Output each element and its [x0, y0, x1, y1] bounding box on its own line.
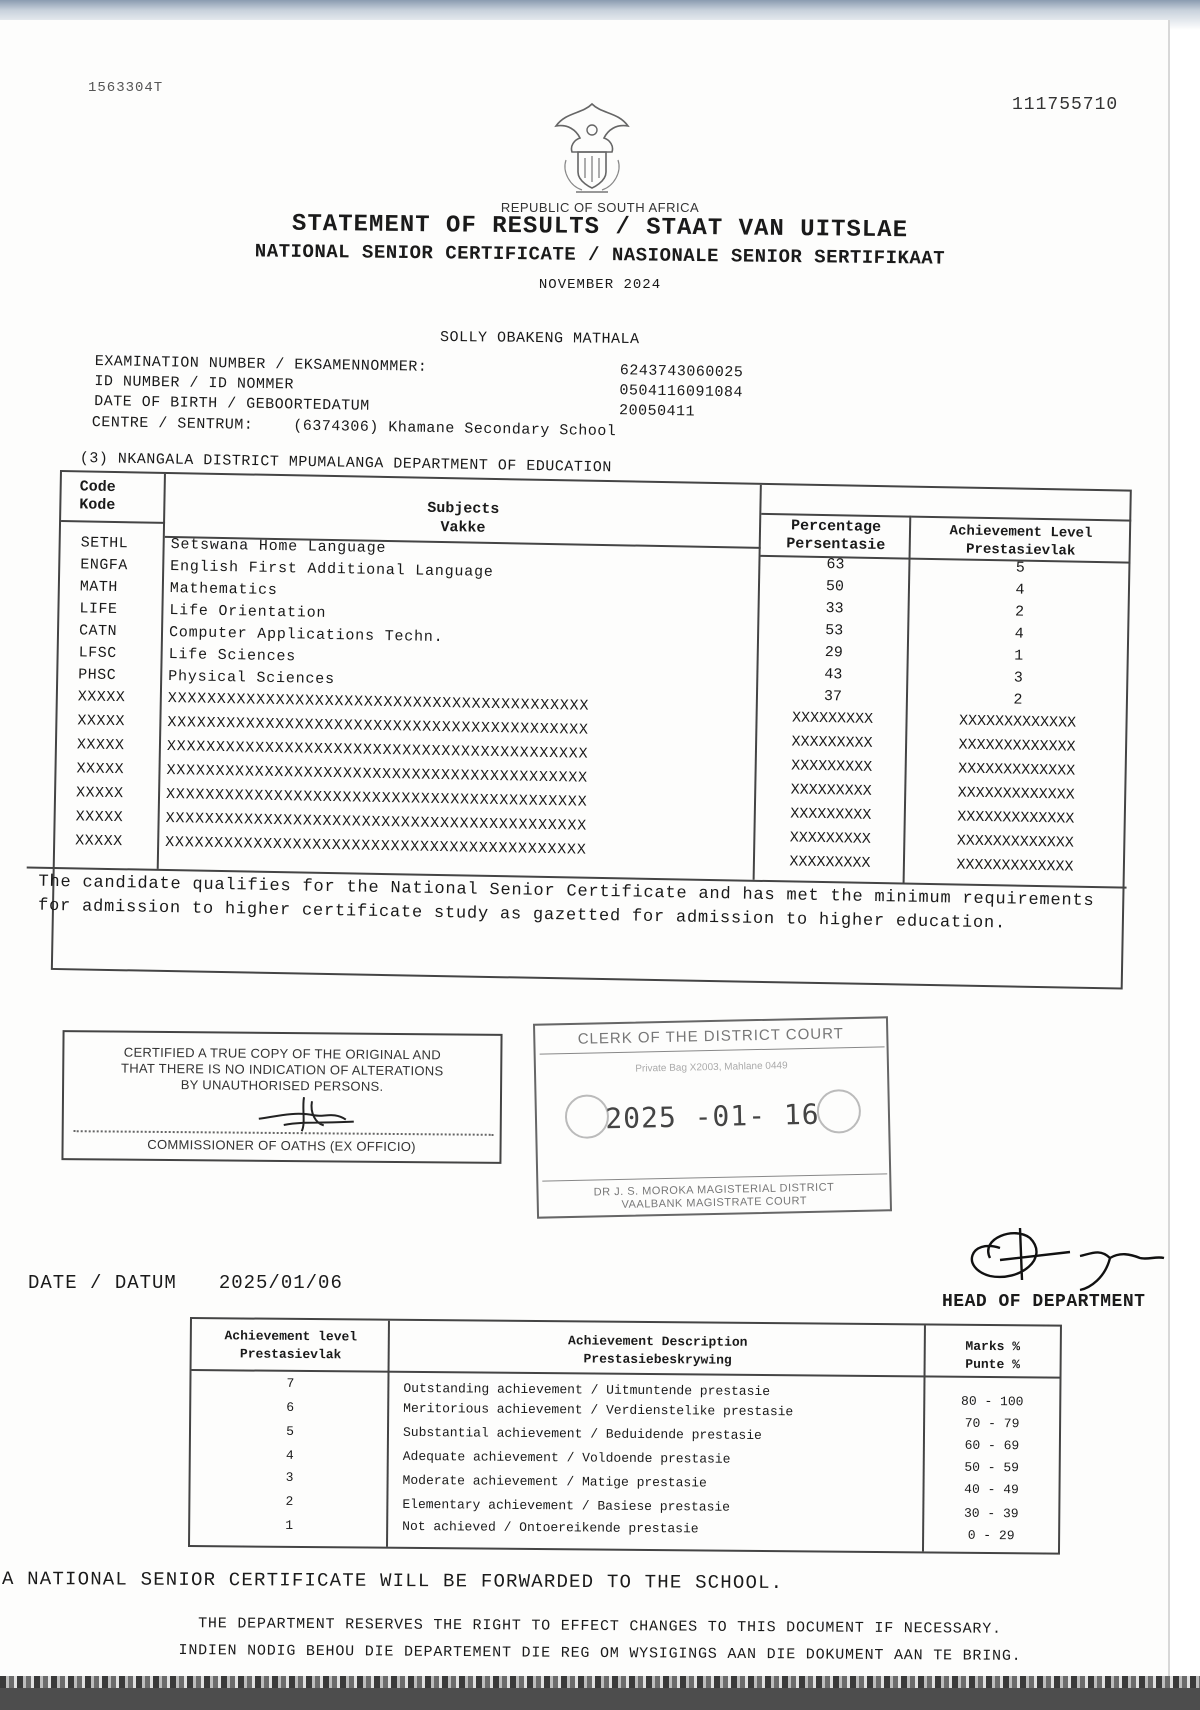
photo-bottom-edge [0, 1676, 1200, 1710]
table-row: MATH Mathematics 33 2 [79, 578, 1025, 621]
table-row: XXXXX XXXXXXXXXXXXXXXXXXXXXXXXXXXXXXXXXXXXXXXXXXX XXXXXXXXX XXXXXXXXXXXXX [77, 688, 1077, 732]
table-row: XXXXX XXXXXXXXXXXXXXXXXXXXXXXXXXXXXXXXXXXXXXXXXXX XXXXXXXXX XXXXXXXXXXXXX [77, 712, 1076, 756]
level-row: 7 Outstanding achievement / Uitmuntende prestasie 80 - 100 [286, 1375, 1024, 1410]
court-date-stamp [533, 1016, 892, 1218]
exam-number-value: 6243743060025 [619, 362, 744, 382]
table-row: PHSC Physical Sciences 37 2 [78, 666, 1023, 709]
head-of-department-label: HEAD OF DEPARTMENT [942, 1292, 1146, 1312]
id-number-label: ID NUMBER / ID NOMMER [94, 372, 295, 394]
dob-label: DATE OF BIRTH / GEBOORTEDATUM [93, 392, 370, 415]
table-row: XXXXX XXXXXXXXXXXXXXXXXXXXXXXXXXXXXXXXXXXXXXXXXXX XXXXXXXXX XXXXXXXXXXXXX [76, 760, 1075, 804]
exam-number-label: EXAMINATION NUMBER / EKSAMENNOMMER: [94, 352, 428, 376]
table-row: XXXXX XXXXXXXXXXXXXXXXXXXXXXXXXXXXXXXXXXXXXXXXXXX XXXXXXXXX XXXXXXXXXXXXX [75, 808, 1075, 852]
court-stamp-district: DR J. S. MOROKA MAGISTERIAL DISTRICT [593, 1181, 835, 1199]
date-value: 2025/01/06 [218, 1272, 343, 1294]
level-row: 1 Not achieved / Ontoereikende prestasie 0 - 29 [285, 1517, 1015, 1544]
certified-text: CERTIFIED A TRUE COPY OF THE ORIGINAL AND THAT THERE IS NO INDICATION OF ALTERATIONS BY UNAUTHORISED PERSONS. [120, 1044, 444, 1094]
level-row: 3 Moderate achievement / Matige prestasie 40 - 49 [285, 1469, 1019, 1498]
certified-copy-stamp [61, 1030, 502, 1164]
level-row: 4 Adequate achievement / Voldoende prestasie 50 - 59 [285, 1447, 1020, 1476]
centre-value: (6374306) Khamane Secondary School [293, 417, 617, 441]
centre-label: CENTRE / SENTRUM: [91, 414, 254, 434]
level-row: 2 Elementary achievement / Basiese prestasie 30 - 39 [285, 1493, 1019, 1522]
achievement-header: Achievement Level Prestasievlak [949, 523, 1093, 560]
table-row: XXXXX XXXXXXXXXXXXXXXXXXXXXXXXXXXXXXXXXXXXXXXXXXX XXXXXXXXX XXXXXXXXXXXXX [76, 736, 1076, 780]
table-row: XXXXX XXXXXXXXXXXXXXXXXXXXXXXXXXXXXXXXXXXXXXXXXXX XXXXXXXXX XXXXXXXXXXXXX [75, 832, 1074, 876]
reserve-notice-en: THE DEPARTMENT RESERVES THE RIGHT TO EFFECT CHANGES TO THIS DOCUMENT IF NECESSARY. [198, 1615, 1002, 1638]
achievement-levels-table [188, 1317, 1062, 1555]
results-table [37, 470, 1132, 990]
table-row: LFSC Life Sciences 43 3 [78, 644, 1024, 687]
document-title: STATEMENT OF RESULTS / STAAT VAN UITSLAE [291, 210, 909, 245]
document-subtitle: NATIONAL SENIOR CERTIFICATE / NASIONALE SENIOR SERTIFIKAAT [254, 240, 946, 270]
id-number-value: 0504116091084 [619, 382, 744, 402]
district-label: (3) NKANGALA DISTRICT MPUMALANGA DEPARTMENT OF EDUCATION [79, 450, 613, 477]
reserve-notice-af: INDIEN NODIG BEHOU DIE DEPARTEMENT DIE REG OM WYSIGINGS AAN DIE DOKUMENT AAN TE BRING. [178, 1642, 1022, 1665]
court-stamp-title: CLERK OF THE DISTRICT COURT [577, 1025, 845, 1048]
republic-label: REPUBLIC OF SOUTH AFRICA [500, 200, 700, 215]
table-row: XXXXX XXXXXXXXXXXXXXXXXXXXXXXXXXXXXXXXXXXXXXXXXXX XXXXXXXXX XXXXXXXXXXXXX [75, 784, 1075, 828]
table-row: ENGFA English First Additional Language 50 4 [80, 556, 1025, 599]
commissioner-label: COMMISSIONER OF OATHS (EX OFFICIO) [147, 1136, 416, 1155]
qualification-remark: The candidate qualifies for the National Senior Certificate and has met the minimum requirements for admission to higher certificate study as gazetted for admission to higher education. [37, 872, 1095, 934]
level-row: 5 Substantial achievement / Beduidende prestasie 60 - 69 [286, 1423, 1020, 1454]
candidate-name: SOLLY OBAKENG MATHALA [439, 328, 640, 349]
table-row: LIFE Life Orientation 53 4 [79, 600, 1024, 643]
candidate-info [94, 352, 815, 425]
forwarding-notice: A NATIONAL SENIOR CERTIFICATE WILL BE FORWARDED TO THE SCHOOL. [1, 1567, 784, 1595]
head-of-department-signature-icon [960, 1218, 1165, 1298]
court-stamp-date: 2025 -01- 16 [605, 1097, 820, 1136]
table-row: CATN Computer Applications Techn. 29 1 [78, 622, 1024, 665]
code-header: Code Kode [79, 478, 116, 515]
remark-box [25, 866, 1127, 989]
court-stamp-court: VAALBANK MAGISTRATE COURT [621, 1195, 808, 1211]
levels-header-marks: Marks % Punte % [965, 1338, 1021, 1373]
serial-number-right: 111755710 [1012, 95, 1119, 115]
percentage-header: Percentage Persentasie [786, 517, 886, 555]
levels-header-level: Achievement level Prestasievlak [224, 1328, 358, 1363]
court-private-bag: Private Bag X2003, Mahlane 0449 [635, 1060, 788, 1075]
table-row: SETHL Setswana Home Language 63 5 [80, 534, 1026, 577]
subjects-header: Subjects Vakke [427, 499, 500, 537]
level-row: 6 Meritorious achievement / Verdienstelike prestasie 70 - 79 [286, 1399, 1020, 1432]
dob-value: 20050411 [618, 402, 696, 421]
coat-of-arms-icon [552, 100, 632, 195]
commissioner-signature-icon [254, 1089, 364, 1135]
exam-session: NOVEMBER 2024 [538, 277, 662, 293]
levels-header-description: Achievement Description Prestasiebeskrywing [568, 1333, 748, 1368]
serial-number-left: 1563304T [88, 80, 164, 96]
date-label: DATE / DATUM [28, 1272, 177, 1294]
date-row [28, 1272, 343, 1294]
